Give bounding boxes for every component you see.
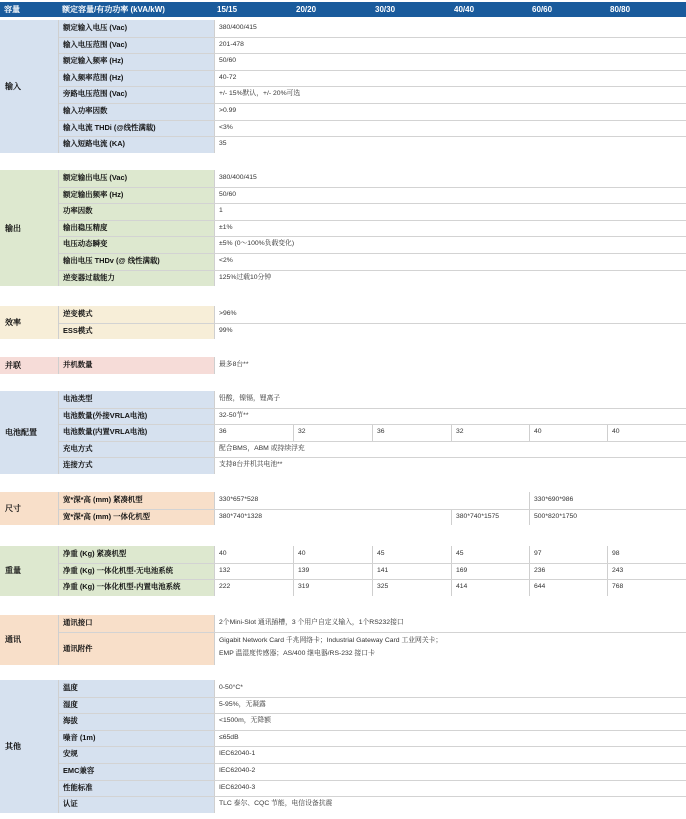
value-cell: IEC62040-2 bbox=[214, 763, 686, 780]
row-divider bbox=[59, 203, 686, 204]
row-label: 安规 bbox=[63, 749, 78, 759]
row-divider bbox=[59, 103, 686, 104]
row-divider bbox=[59, 424, 686, 425]
row-divider bbox=[59, 253, 686, 254]
row-divider bbox=[59, 746, 686, 747]
section-3 bbox=[0, 357, 686, 374]
header-40: 40/40 bbox=[454, 5, 475, 14]
row-label: 认证 bbox=[63, 799, 78, 809]
table-row bbox=[58, 441, 686, 458]
row-divider bbox=[59, 713, 686, 714]
table-row bbox=[58, 323, 686, 340]
row-label: 输入短路电流 (KA) bbox=[63, 139, 125, 149]
row-divider bbox=[59, 220, 686, 221]
value-cell: 380*740*1328 bbox=[214, 509, 451, 526]
row-label: 通讯附件 bbox=[63, 643, 93, 653]
header-20: 20/20 bbox=[296, 5, 317, 14]
value-cell: 40 bbox=[529, 424, 607, 441]
table-row bbox=[58, 220, 686, 237]
row-label: 湿度 bbox=[63, 699, 78, 709]
row-label: 温度 bbox=[63, 683, 78, 692]
table-row bbox=[58, 270, 686, 287]
row-divider bbox=[59, 697, 686, 698]
table-row bbox=[58, 70, 686, 87]
section-5 bbox=[0, 492, 686, 525]
value-cell: 132 bbox=[214, 563, 293, 580]
table-row bbox=[58, 796, 686, 813]
table-row bbox=[58, 236, 686, 253]
value-cell: 50/60 bbox=[214, 53, 686, 70]
value-cell: 铅酸，镍镉，锂离子 bbox=[214, 391, 686, 408]
value-cell: 40 bbox=[607, 424, 686, 441]
row-label: 输入功率因数 bbox=[63, 106, 108, 115]
table-row bbox=[58, 86, 686, 103]
value-cell: 768 bbox=[607, 579, 686, 596]
row-label: 电池类型 bbox=[63, 394, 93, 403]
section-1 bbox=[0, 170, 686, 286]
row-divider bbox=[59, 37, 686, 38]
table-row bbox=[58, 746, 686, 763]
table-row bbox=[58, 253, 686, 270]
value-cell: 0-50°C* bbox=[214, 680, 686, 697]
row-label: 电池数量(外接VRLA电池) bbox=[63, 410, 148, 420]
table-row bbox=[58, 136, 686, 153]
row-label: 额定输出电压 (Vac) bbox=[63, 173, 128, 182]
row-divider bbox=[59, 780, 686, 781]
value-cell: 201-478 bbox=[214, 37, 686, 54]
row-label: ESS模式 bbox=[63, 325, 93, 335]
value-cell: 40 bbox=[293, 546, 372, 563]
table-row bbox=[58, 457, 686, 474]
row-divider bbox=[59, 120, 686, 121]
row-divider bbox=[59, 632, 686, 633]
table-row bbox=[58, 546, 686, 563]
row-divider bbox=[59, 579, 686, 580]
section-2 bbox=[0, 306, 686, 339]
table-row bbox=[58, 632, 686, 665]
row-label: 宽*深*高 (mm) 一体化机型 bbox=[63, 511, 151, 521]
row-divider bbox=[59, 136, 686, 137]
section-8 bbox=[0, 680, 686, 813]
value-cell: 236 bbox=[529, 563, 607, 580]
table-row bbox=[58, 680, 686, 697]
section-title: 输入 bbox=[5, 81, 21, 91]
table-row bbox=[58, 203, 686, 220]
value-cell: 414 bbox=[451, 579, 529, 596]
value-cell: 2个Mini-Slot 通讯插槽，3 个用户自定义输入，1个RS232接口 bbox=[214, 615, 686, 632]
value-cell: <2% bbox=[214, 253, 686, 270]
row-divider bbox=[59, 187, 686, 188]
value-cell: 支持8台并机共电池** bbox=[214, 457, 686, 474]
section-title: 尺寸 bbox=[5, 504, 21, 514]
row-label: 功率因数 bbox=[63, 206, 93, 216]
row-label: 逆变器过载能力 bbox=[63, 272, 115, 282]
row-divider bbox=[59, 796, 686, 797]
value-cell bbox=[214, 632, 686, 665]
value-cell: 36 bbox=[372, 424, 451, 441]
table-row bbox=[58, 306, 686, 323]
table-row bbox=[58, 713, 686, 730]
row-label: 净重 (Kg) 一体化机型-内置电池系统 bbox=[63, 582, 181, 592]
value-cell: +/- 15%默认，+/- 20%可选 bbox=[214, 86, 686, 103]
table-row bbox=[58, 170, 686, 187]
row-label: 净重 (Kg) 一体化机型-无电池系统 bbox=[63, 565, 174, 575]
value-cell: <1500m，无降额 bbox=[214, 713, 686, 730]
value-cell: 36 bbox=[214, 424, 293, 441]
row-divider bbox=[59, 236, 686, 237]
row-label: EMC兼容 bbox=[63, 766, 95, 775]
value-cell: 5-95%，无凝露 bbox=[214, 697, 686, 714]
value-cell: 45 bbox=[451, 546, 529, 563]
section-title: 输出 bbox=[5, 223, 21, 233]
row-divider bbox=[59, 457, 686, 458]
value-cell: 98 bbox=[607, 546, 686, 563]
table-row bbox=[58, 120, 686, 137]
row-label: 连接方式 bbox=[63, 460, 93, 470]
value-line: Gigabit Network Card 千兆网络卡；Industrial Gateway Card 工业网关卡； bbox=[219, 636, 443, 644]
row-divider bbox=[59, 408, 686, 409]
section-7 bbox=[0, 615, 686, 665]
header-capacity: 容量 bbox=[4, 5, 20, 14]
header-30: 30/30 bbox=[375, 5, 396, 14]
row-label: 输入电压范围 (Vac) bbox=[63, 39, 128, 49]
table-row bbox=[58, 697, 686, 714]
row-label: 旁路电压范围 (Vac) bbox=[63, 89, 128, 99]
row-divider bbox=[59, 441, 686, 442]
table-row bbox=[58, 563, 686, 580]
value-cell: 330*690*986 bbox=[529, 492, 686, 509]
value-cell: 325 bbox=[372, 579, 451, 596]
row-divider bbox=[59, 53, 686, 54]
row-label: 充电方式 bbox=[63, 443, 93, 453]
row-label: 电池数量(内置VRLA电池) bbox=[63, 427, 148, 437]
value-cell: 222 bbox=[214, 579, 293, 596]
table-row bbox=[58, 780, 686, 797]
value-cell: 99% bbox=[214, 323, 686, 340]
table-row bbox=[58, 763, 686, 780]
section-title: 电池配置 bbox=[5, 428, 37, 437]
row-label: 额定输出频率 (Hz) bbox=[63, 189, 124, 199]
row-label: 海拔 bbox=[63, 716, 78, 726]
value-cell: ±1% bbox=[214, 220, 686, 237]
value-cell: 644 bbox=[529, 579, 607, 596]
value-cell: 32-50节** bbox=[214, 408, 686, 425]
table-row bbox=[58, 579, 686, 596]
table-row bbox=[58, 187, 686, 204]
header-80: 80/80 bbox=[610, 5, 631, 14]
row-divider bbox=[59, 270, 686, 271]
value-cell: <3% bbox=[214, 120, 686, 137]
value-cell: 最多8台** bbox=[214, 357, 686, 374]
table-row bbox=[58, 492, 686, 509]
value-cell: ±5% (0～100%负载变化) bbox=[214, 236, 686, 253]
section-title: 效率 bbox=[5, 318, 21, 328]
table-row bbox=[58, 357, 686, 374]
value-cell: 500*820*1750 bbox=[529, 509, 686, 526]
table-row bbox=[58, 509, 686, 526]
value-cell: 139 bbox=[293, 563, 372, 580]
row-divider bbox=[59, 730, 686, 731]
row-label: 性能标准 bbox=[63, 782, 93, 792]
value-cell: 40 bbox=[214, 546, 293, 563]
table-row bbox=[58, 37, 686, 54]
value-cell: >0.99 bbox=[214, 103, 686, 120]
value-cell: 32 bbox=[451, 424, 529, 441]
section-title: 并联 bbox=[5, 360, 21, 370]
row-label: 并机数量 bbox=[63, 360, 93, 369]
value-cell: 45 bbox=[372, 546, 451, 563]
table-row bbox=[58, 20, 686, 37]
section-4 bbox=[0, 391, 686, 474]
row-divider bbox=[59, 509, 686, 510]
row-label: 输入频率范围 (Hz) bbox=[63, 72, 124, 82]
section-title: 通讯 bbox=[5, 635, 21, 645]
value-cell: 40-72 bbox=[214, 70, 686, 87]
header-15: 15/15 bbox=[217, 5, 238, 14]
table-row bbox=[58, 408, 686, 425]
value-line: EMP 温湿度传感器；AS/400 继电器/RS-232 接口卡 bbox=[219, 649, 375, 657]
value-cell: IEC62040-1 bbox=[214, 746, 686, 763]
row-label: 噪音 (1m) bbox=[63, 732, 96, 742]
value-cell: TLC 泰尔、CQC 节能，电信设备抗震 bbox=[214, 796, 686, 813]
value-cell: 32 bbox=[293, 424, 372, 441]
value-cell: 380*740*1575 bbox=[451, 509, 529, 526]
value-cell: 50/60 bbox=[214, 187, 686, 204]
value-cell: >96% bbox=[214, 306, 686, 323]
value-cell: 35 bbox=[214, 136, 686, 153]
table-row bbox=[58, 730, 686, 747]
table-row bbox=[58, 424, 686, 441]
row-divider bbox=[59, 86, 686, 87]
row-label: 逆变模式 bbox=[63, 309, 93, 318]
row-label: 宽*深*高 (mm) 紧凑机型 bbox=[63, 495, 143, 504]
row-label: 净重 (Kg) 紧凑机型 bbox=[63, 549, 127, 558]
header-60: 60/60 bbox=[532, 5, 553, 14]
row-label: 输出稳压精度 bbox=[63, 222, 108, 232]
header-rating: 额定容量/有功功率 (kVA/kW) bbox=[62, 5, 165, 14]
row-label: 额定输入电压 (Vac) bbox=[63, 23, 128, 32]
table-row bbox=[58, 103, 686, 120]
row-label: 输出电压 THDv (@ 线性满载) bbox=[63, 256, 160, 265]
value-cell: 141 bbox=[372, 563, 451, 580]
value-cell: IEC62040-3 bbox=[214, 780, 686, 797]
table-row bbox=[58, 615, 686, 632]
row-label: 通讯接口 bbox=[63, 618, 93, 627]
row-label: 输入电流 THDi (@线性满载) bbox=[63, 122, 156, 132]
value-cell: 380/400/415 bbox=[214, 20, 686, 37]
row-divider bbox=[59, 763, 686, 764]
table-row bbox=[58, 391, 686, 408]
row-divider bbox=[59, 563, 686, 564]
value-cell: 配合BMS，ABM 或持续浮充 bbox=[214, 441, 686, 458]
value-cell: 330*657*528 bbox=[214, 492, 529, 509]
row-label: 电压动态瞬变 bbox=[63, 239, 108, 249]
value-cell: 97 bbox=[529, 546, 607, 563]
section-6 bbox=[0, 546, 686, 596]
value-cell: ≤65dB bbox=[214, 730, 686, 747]
value-cell: 169 bbox=[451, 563, 529, 580]
section-0 bbox=[0, 20, 686, 153]
value-cell: 243 bbox=[607, 563, 686, 580]
section-title: 重量 bbox=[5, 566, 21, 576]
table-row bbox=[58, 53, 686, 70]
row-divider bbox=[59, 323, 686, 324]
section-title: 其他 bbox=[5, 741, 21, 751]
value-cell: 319 bbox=[293, 579, 372, 596]
value-cell: 1 bbox=[214, 203, 686, 220]
row-label: 额定输入频率 (Hz) bbox=[63, 56, 124, 66]
value-cell: 125%过载10分钟 bbox=[214, 270, 686, 287]
table-header bbox=[0, 2, 686, 17]
value-cell: 380/400/415 bbox=[214, 170, 686, 187]
row-divider bbox=[59, 70, 686, 71]
